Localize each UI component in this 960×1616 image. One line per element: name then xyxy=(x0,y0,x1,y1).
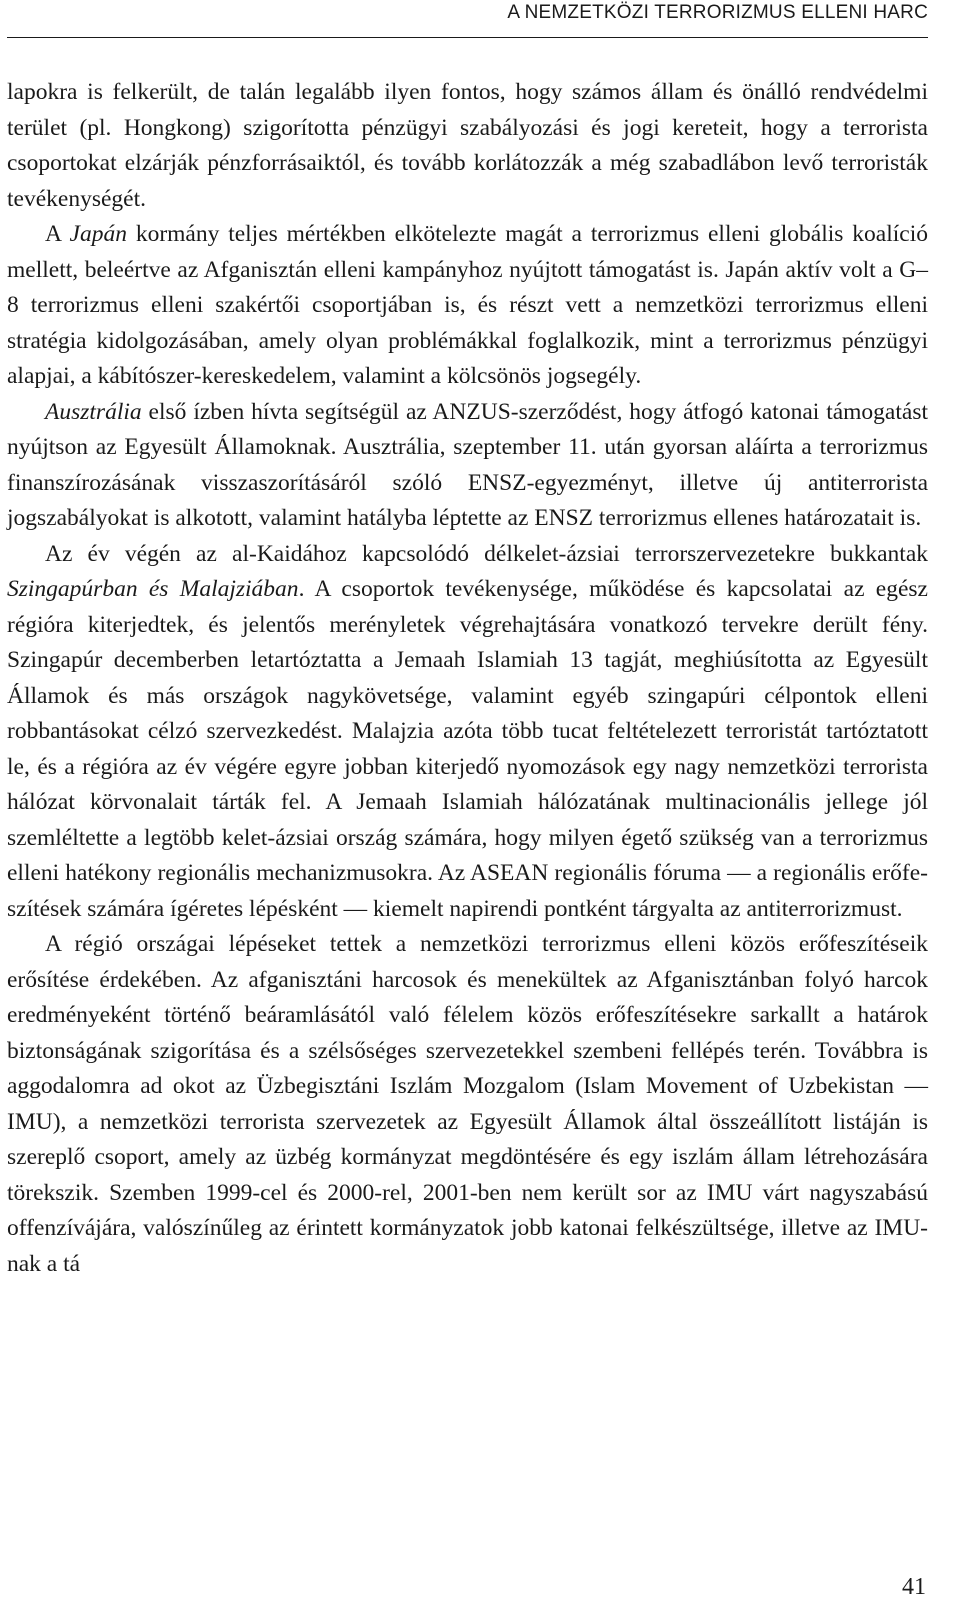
paragraph-singapore-lead: Az év végén az al-Kaidához kapcsolódó délkelet-ázsiai terrorszervezetekre bukkantak xyxy=(45,540,928,567)
country-japan: Japán xyxy=(69,221,127,247)
running-header-title: A NEMZETKÖZI TERRORIZMUS ELLENI HARC xyxy=(507,2,928,23)
paragraph-singapore-rest: . A csoportok tevékenysége, működése és kapcsolatai az egész régióra kiterjedtek, és jelentős merényletek végrehajtására vonatkozó tervekre derült fény. Szingapúr decemberben letartóztatta a Jemaah Islamiah 13 tagját, meghiúsította az Egyesült Államok és más országok nagykövetsége, valamint egyéb szingapúri célpontok elleni robbantásokat célzó szervezkedést. Malajzia azóta több tucat feltételezett terroristát tartóztatott le, és a régióra az év végére egyre jobban kiterjedő nyomozások egy nagy nemzetközi terrorista hálózat körvonalait tárták fel. A Jemaah Islamiah hálózatának multinacionális jellege jól szemléltette a legtöbb kelet-ázsiai ország számára, hogy milyen égető szükség van a terrorizmus elleni hatékony regionális mechanizmusokra. Az ASEAN regionális fóruma — a regionális erőfeszítések számára ígéretes lépésként — kiemelt napirendi pontként tárgyalta az antiterrorizmust. xyxy=(7,576,928,922)
country-singapore-malaysia: Szingapúrban és Malajziában xyxy=(7,576,299,602)
body-text xyxy=(7,75,928,1282)
paragraph-australia-rest: első ízben hívta segítségül az ANZUS-szerződést, hogy átfogó katonai támogatást nyújtson az Egyesült Államoknak. Ausztrália, szeptember 11. után gyorsan aláírta a terrorizmus finanszírozásának visszaszorításáról szóló ENSZ-egyezményt, illetve új antiterrorista jogszabályokat is alkotott, valamint hatályba léptette az ENSZ terrorizmus ellenes határozatait is. xyxy=(7,398,928,531)
paragraph-australia xyxy=(7,395,928,537)
paragraph-continuation: lapokra is felkerült, de talán legalább ilyen fontos, hogy számos állam és önálló rendvédelmi terület (pl. Hongkong) szigorította pénzügyi szabályozási és jogi kereteit, hogy a terrorista csoportokat elzárják pénzforrásaiktól, és tovább korlátozzák a még szabadlábon levő terroristák tevékenységét. xyxy=(7,79,928,212)
country-australia: Ausztrália xyxy=(45,398,142,425)
paragraph-region: A régió országai lépéseket tettek a nemzetközi terrorizmus elleni közös erőfeszítéseik erősítése érdekében. Az afganisztáni harcosok és menekültek az Afganisztánban folyó harcok eredményeként történő beáramlásától való félelem közös erőfeszítésekre sarkallt a határok biztonságának szigorítása és a szélsőséges szervezetekkel szembeni fellépés terén. Továbbra is aggodalomra ad okot az Üzbegisztáni Iszlám Mozgalom (Islam Movement of Uzbekistan — IMU), a nemzetközi terrorista szervezetek az Egyesült Államok által összeállított listáján is szereplő csoport, amely az üzbég kormányzat megdöntésére és egy iszlám állam létrehozására törekszik. Szemben 1999-cel és 2000-rel, 2001-ben nem került sor az IMU várt nagyszabású offenzívájára, valószínűleg az érintett kormányzatok jobb katonai felkészültsége, illetve az IMU-nak a tá xyxy=(7,931,928,1277)
paragraph-singapore-malaysia xyxy=(7,537,928,928)
page-number: 41 xyxy=(902,1574,926,1600)
paragraph-japan xyxy=(7,217,928,395)
paragraph-japan-lead: A xyxy=(45,221,70,247)
header-divider xyxy=(7,37,928,38)
paragraph-japan-rest: kormány teljes mértékben elkötelezte magát a terrorizmus elleni globális koalíció mellett, beleértve az Afganisztán elleni kampányhoz nyújtott támogatást is. Japán aktív volt a G–8 terrorizmus elleni szakértői csoportjában is, és részt vett a nemzetközi terrorizmus elleni stratégia kidolgozásában, amely olyan problémákkal foglalkozik, mint a terrorizmus pénzügyi alapjai, a kábítószer-kereskedelem, valamint a kölcsönös jogsegély. xyxy=(7,221,928,389)
